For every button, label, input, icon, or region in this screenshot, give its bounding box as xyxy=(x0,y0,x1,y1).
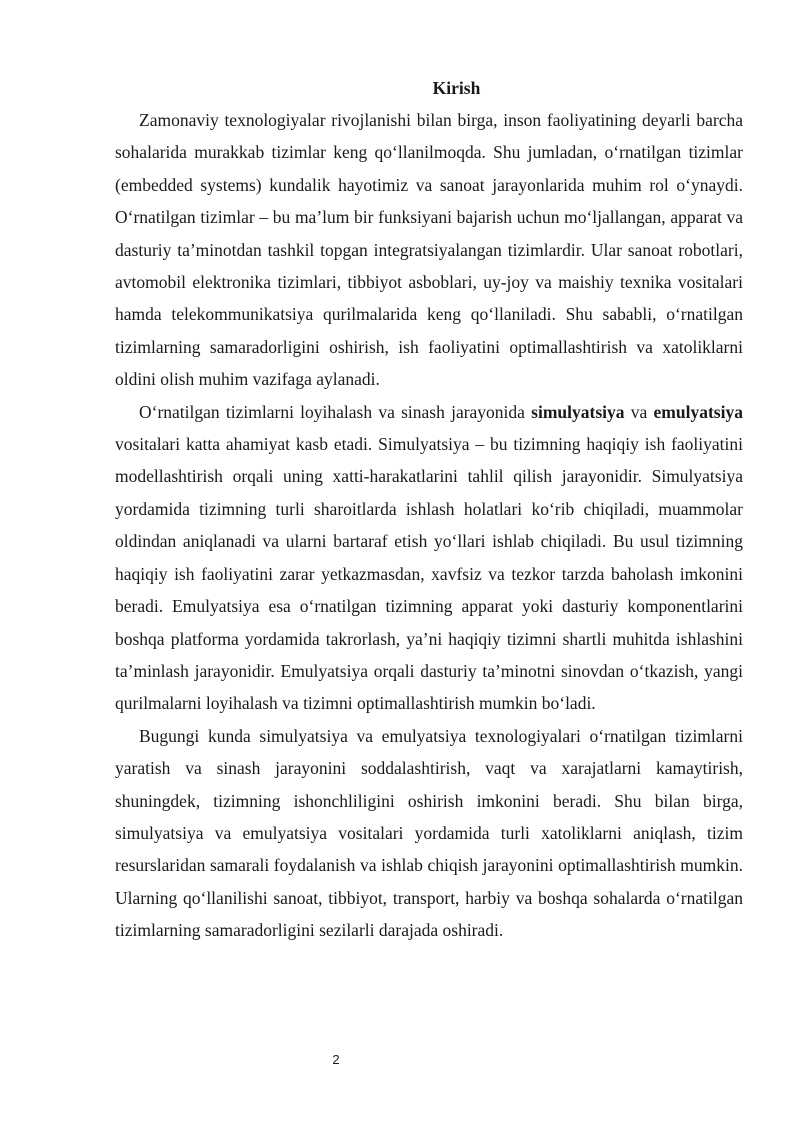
page-number: 2 xyxy=(332,1052,340,1067)
section-heading: Kirish xyxy=(432,78,481,98)
paragraph-simulation-emulation xyxy=(115,396,743,720)
paragraph-conclusion: Bugungi kunda simulyatsiya va emulyatsiya texnologiyalari o‘rnatilgan tizimlarni yaratish va sinash jarayonini soddalashtirish, vaqt va xarajatlarni kamaytirish, shuningdek, tizimning ishonchliligini oshirish imkonini beradi. Shu bilan birga, simulyatsiya va emulyatsiya vositalari yordamida turli xatoliklarni aniqlash, tizim resurslaridan samarali foydalanish va ishlab chiqish jarayonini optimallashtirish mumkin. Ularning qo‘llanilishi sanoat, tibbiyot, transport, harbiy va boshqa sohalarda o‘rnatilgan tizimlarning samaradorligini sezilarli darajada oshiradi. xyxy=(115,725,743,941)
paragraph-text: vositalari katta ahamiyat kasb etadi. Simulyatsiya – bu tizimning haqiqiy ish faoliyatini modellashtirish orqali uning xatti-harakatlarini tahlil qilish jarayonidir. Simulyatsiya yordamida tizimning turli sharoitlarda ishlash holatlari ko‘rib chiqiladi, muammolar oldindan aniqlanadi va ularni bartaraf etish yo‘llari ishlab chiqiladi. Bu usul tizimning haqiqiy ish faoliyatini zarar yetkazmasdan, xavfsiz va tezkor tarzda baholash imkonini beradi. Emulyatsiya esa o‘rnatilgan tizimning apparat yoki dasturiy komponentlarini boshqa platforma yordamida takrorlash, ya’ni haqiqiy tizimni shartli muhitda ishlashini ta’minlash jarayonidir. Emulyatsiya orqali dasturiy ta’minotni sinovdan o‘tkazish, yangi qurilmalarni loyihalash va tizimni optimallashtirish mumkin bo‘ladi. xyxy=(115,434,743,714)
bold-term-emulation: emulyatsiya xyxy=(653,401,743,422)
document-page xyxy=(115,72,743,947)
paragraph-intro: Zamonaviy texnologiyalar rivojlanishi bilan birga, inson faoliyatining deyarli barcha sohalarida murakkab tizimlar keng qo‘llanilmoqda. Shu jumladan, o‘rnatilgan tizimlar (embedded systems) kundalik hayotimiz va sanoat jarayonlarida muhim rol o‘ynaydi. O‘rnatilgan tizimlar – bu ma’lum bir funksiyani bajarish uchun mo‘ljallangan, apparat va dasturiy ta’minotdan tashkil topgan integratsiyalangan tizimlardir. Ular sanoat robotlari, avtomobil elektronika tizimlari, tibbiyot asboblari, uy-joy va maishiy texnika vositalari hamda telekommunikatsiya qurilmalarida keng qo‘llaniladi. Shu sababli, o‘rnatilgan tizimlarning samaradorligini oshirish, ish faoliyatini optimallashtirish va xatoliklarni oldini olish muhim vazifaga aylanadi. xyxy=(115,110,743,390)
paragraph-text: va xyxy=(624,401,654,422)
paragraph-text: O‘rnatilgan tizimlarni loyihalash va sinash jarayonida xyxy=(139,401,532,422)
bold-term-simulation: simulyatsiya xyxy=(531,401,625,422)
